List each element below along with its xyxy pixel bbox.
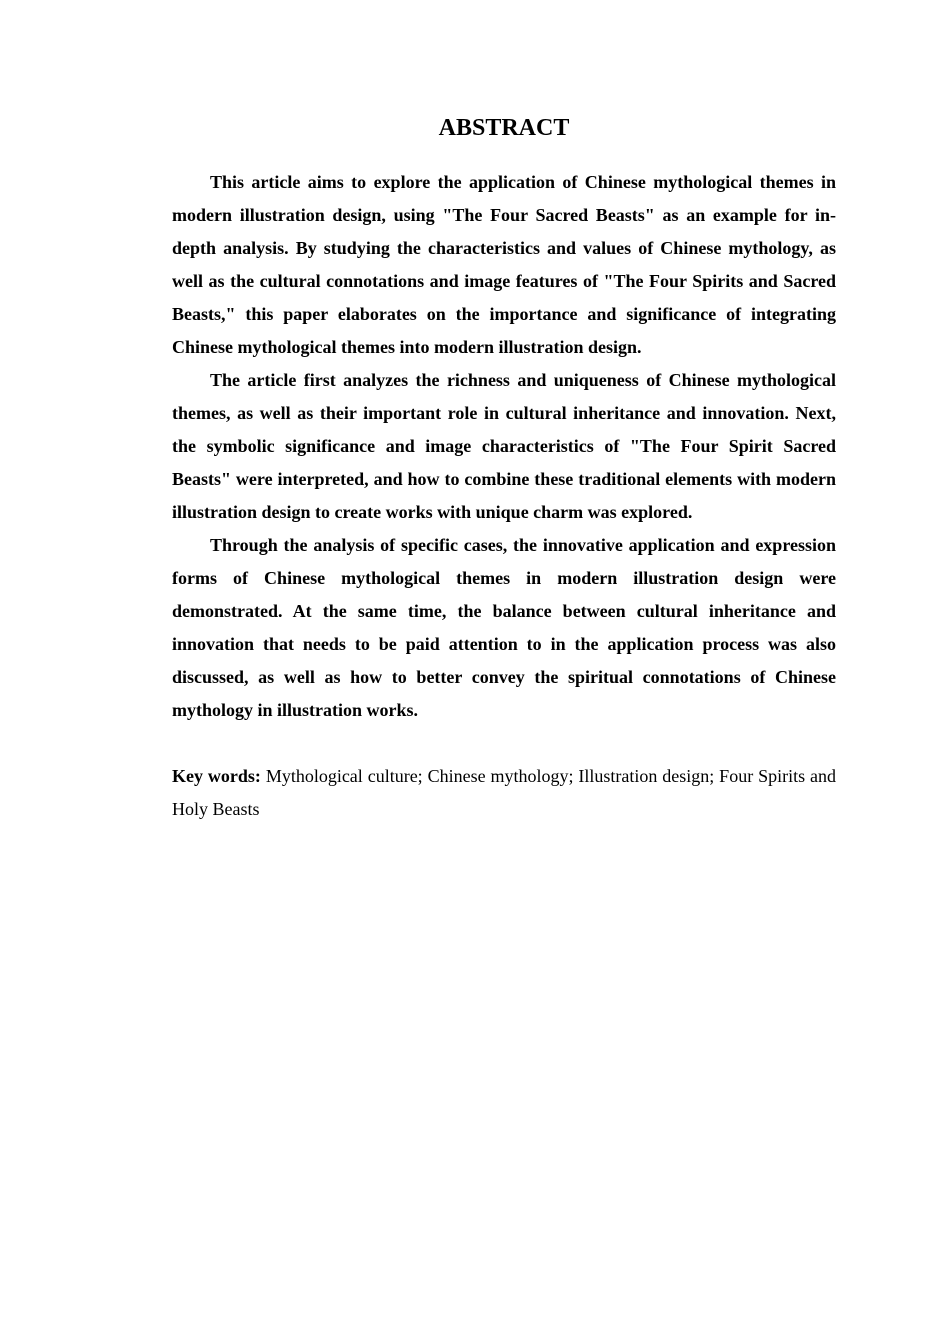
keywords-line (172, 760, 836, 826)
keywords-text: Mythological culture; Chinese mythology; Illustration design; Four Spirits and Holy Beasts (172, 766, 836, 819)
abstract-paragraph-1: This article aims to explore the application of Chinese mythological themes in modern illustration design, using "The Four Sacred Beasts" as an example for in-depth analysis. By studying the characteristics and values of Chinese mythology, as well as the cultural connotations and image features of "The Four Spirits and Sacred Beasts," this paper elaborates on the importance and significance of integrating Chinese mythological themes into modern illustration design. (172, 172, 836, 357)
abstract-body (172, 166, 836, 727)
keywords-label: Key words: (172, 766, 261, 786)
abstract-paragraph-2: The article first analyzes the richness and uniqueness of Chinese mythological themes, as well as their important role in cultural inheritance and innovation. Next, the symbolic significance and image characteristics of "The Four Spirit Sacred Beasts" were interpreted, and how to combine these traditional elements with modern illustration design to create works with unique charm was explored. (172, 370, 836, 522)
abstract-paragraph-3: Through the analysis of specific cases, the innovative application and expression forms of Chinese mythological themes in modern illustration design were demonstrated. At the same time, the balance between cultural inheritance and innovation that needs to be paid attention to in the application process was also discussed, as well as how to better convey the spiritual connotations of Chinese mythology in illustration works. (172, 535, 836, 720)
abstract-section (172, 110, 836, 826)
abstract-title: ABSTRACT (438, 115, 570, 141)
